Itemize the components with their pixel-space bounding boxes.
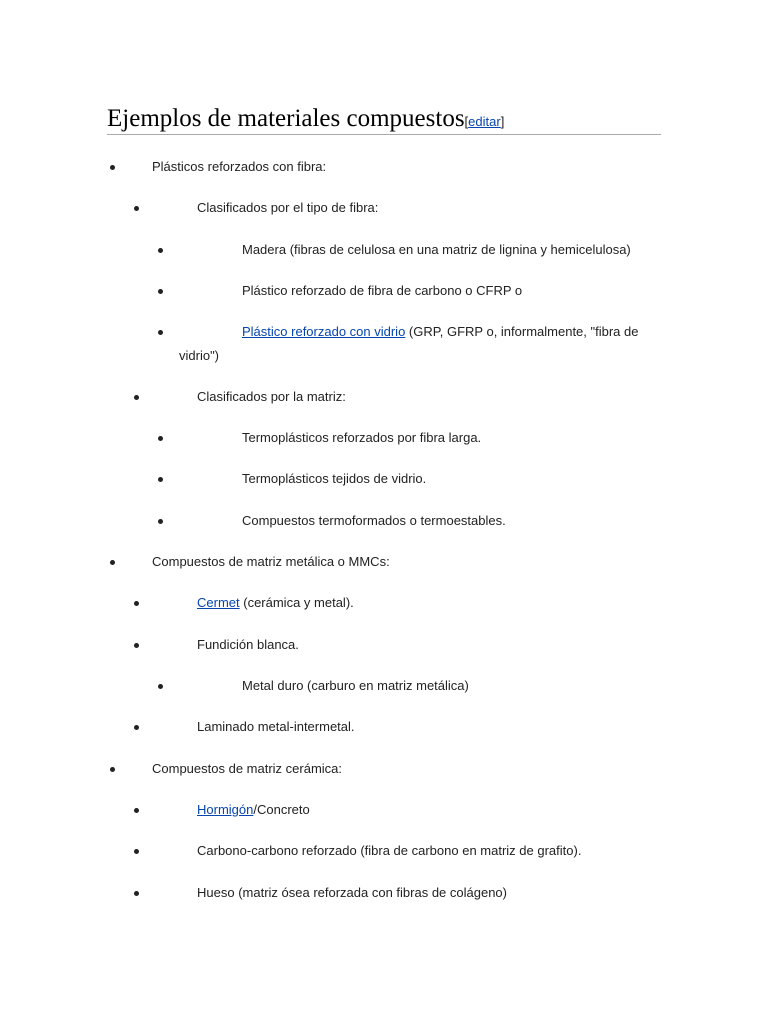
list-item <box>0 634 768 656</box>
bullet-icon <box>110 767 115 772</box>
list-item-text: Termoplásticos reforzados por fibra larga. <box>242 430 482 445</box>
list-item-text: Compuestos de matriz cerámica: <box>152 761 343 776</box>
list-item-text: Hueso (matriz ósea reforzada con fibras de colágeno) <box>197 885 507 900</box>
edit-link[interactable]: editar <box>468 114 501 129</box>
list-item <box>0 197 768 219</box>
list-item-text: Clasificados por el tipo de fibra: <box>197 200 379 215</box>
list-item-text: Carbono-carbono reforzado (fibra de carbono en matriz de grafito). <box>197 843 582 858</box>
bullet-icon <box>158 519 163 524</box>
list-item-text: Hormigón/Concreto <box>197 802 310 817</box>
list-item <box>0 427 768 449</box>
bullet-icon <box>134 849 139 854</box>
list-item <box>0 716 768 738</box>
bullet-icon <box>134 395 139 400</box>
list-item-text: Laminado metal-intermetal. <box>197 719 355 734</box>
list-item <box>0 799 768 821</box>
list-item-text: Plásticos reforzados con fibra: <box>152 159 327 174</box>
bullet-icon <box>158 436 163 441</box>
list-item-text: Compuestos termoformados o termoestables. <box>242 513 506 528</box>
bullet-icon <box>134 206 139 211</box>
list-item-text: Clasificados por la matriz: <box>197 389 346 404</box>
list-item <box>0 758 768 780</box>
bullet-icon <box>110 165 115 170</box>
list-item <box>0 321 768 367</box>
bullet-icon <box>158 248 163 253</box>
cermet-link[interactable]: Cermet <box>197 595 240 610</box>
list-item-text: Cermet (cerámica y metal). <box>197 595 354 610</box>
list-item-text: Plástico reforzado con vidrio (GRP, GFRP o, informalmente, "fibra de <box>242 324 639 339</box>
section-heading <box>107 104 661 135</box>
list-item <box>0 840 768 862</box>
bullet-icon <box>134 643 139 648</box>
bullet-icon <box>134 725 139 730</box>
list-item <box>0 386 768 408</box>
bullet-icon <box>110 560 115 565</box>
bullet-icon <box>134 808 139 813</box>
list-item-text: Plástico reforzado de fibra de carbono o CFRP o <box>242 283 523 298</box>
list-item <box>0 882 768 904</box>
list-item <box>0 239 768 261</box>
bullet-icon <box>158 289 163 294</box>
bullet-icon <box>158 477 163 482</box>
list-item <box>0 280 768 302</box>
list-item-text: Madera (fibras de celulosa en una matriz de lignina y hemicelulosa) <box>242 242 631 257</box>
list-item-text: Compuestos de matriz metálica o MMCs: <box>152 554 390 569</box>
bullet-icon <box>134 601 139 606</box>
section-title: Ejemplos de materiales compuestos <box>107 105 465 132</box>
edit-section: [editar] <box>464 114 505 129</box>
list-item <box>0 551 768 573</box>
glass-reinforced-plastic-link[interactable]: Plástico reforzado con vidrio <box>242 324 406 339</box>
list-item-text: Fundición blanca. <box>197 637 299 652</box>
list-item <box>0 468 768 490</box>
list-item <box>0 592 768 614</box>
list-item-text: Termoplásticos tejidos de vidrio. <box>242 471 427 486</box>
bullet-icon <box>134 891 139 896</box>
list-item <box>0 510 768 532</box>
list-item <box>0 156 768 178</box>
bullet-icon <box>158 684 163 689</box>
bullet-icon <box>158 330 163 335</box>
list-item-text: Metal duro (carburo en matriz metálica) <box>242 678 469 693</box>
hormigon-link[interactable]: Hormigón <box>197 802 254 817</box>
list-item-continuation: vidrio") <box>179 348 220 363</box>
list-item <box>0 675 768 697</box>
